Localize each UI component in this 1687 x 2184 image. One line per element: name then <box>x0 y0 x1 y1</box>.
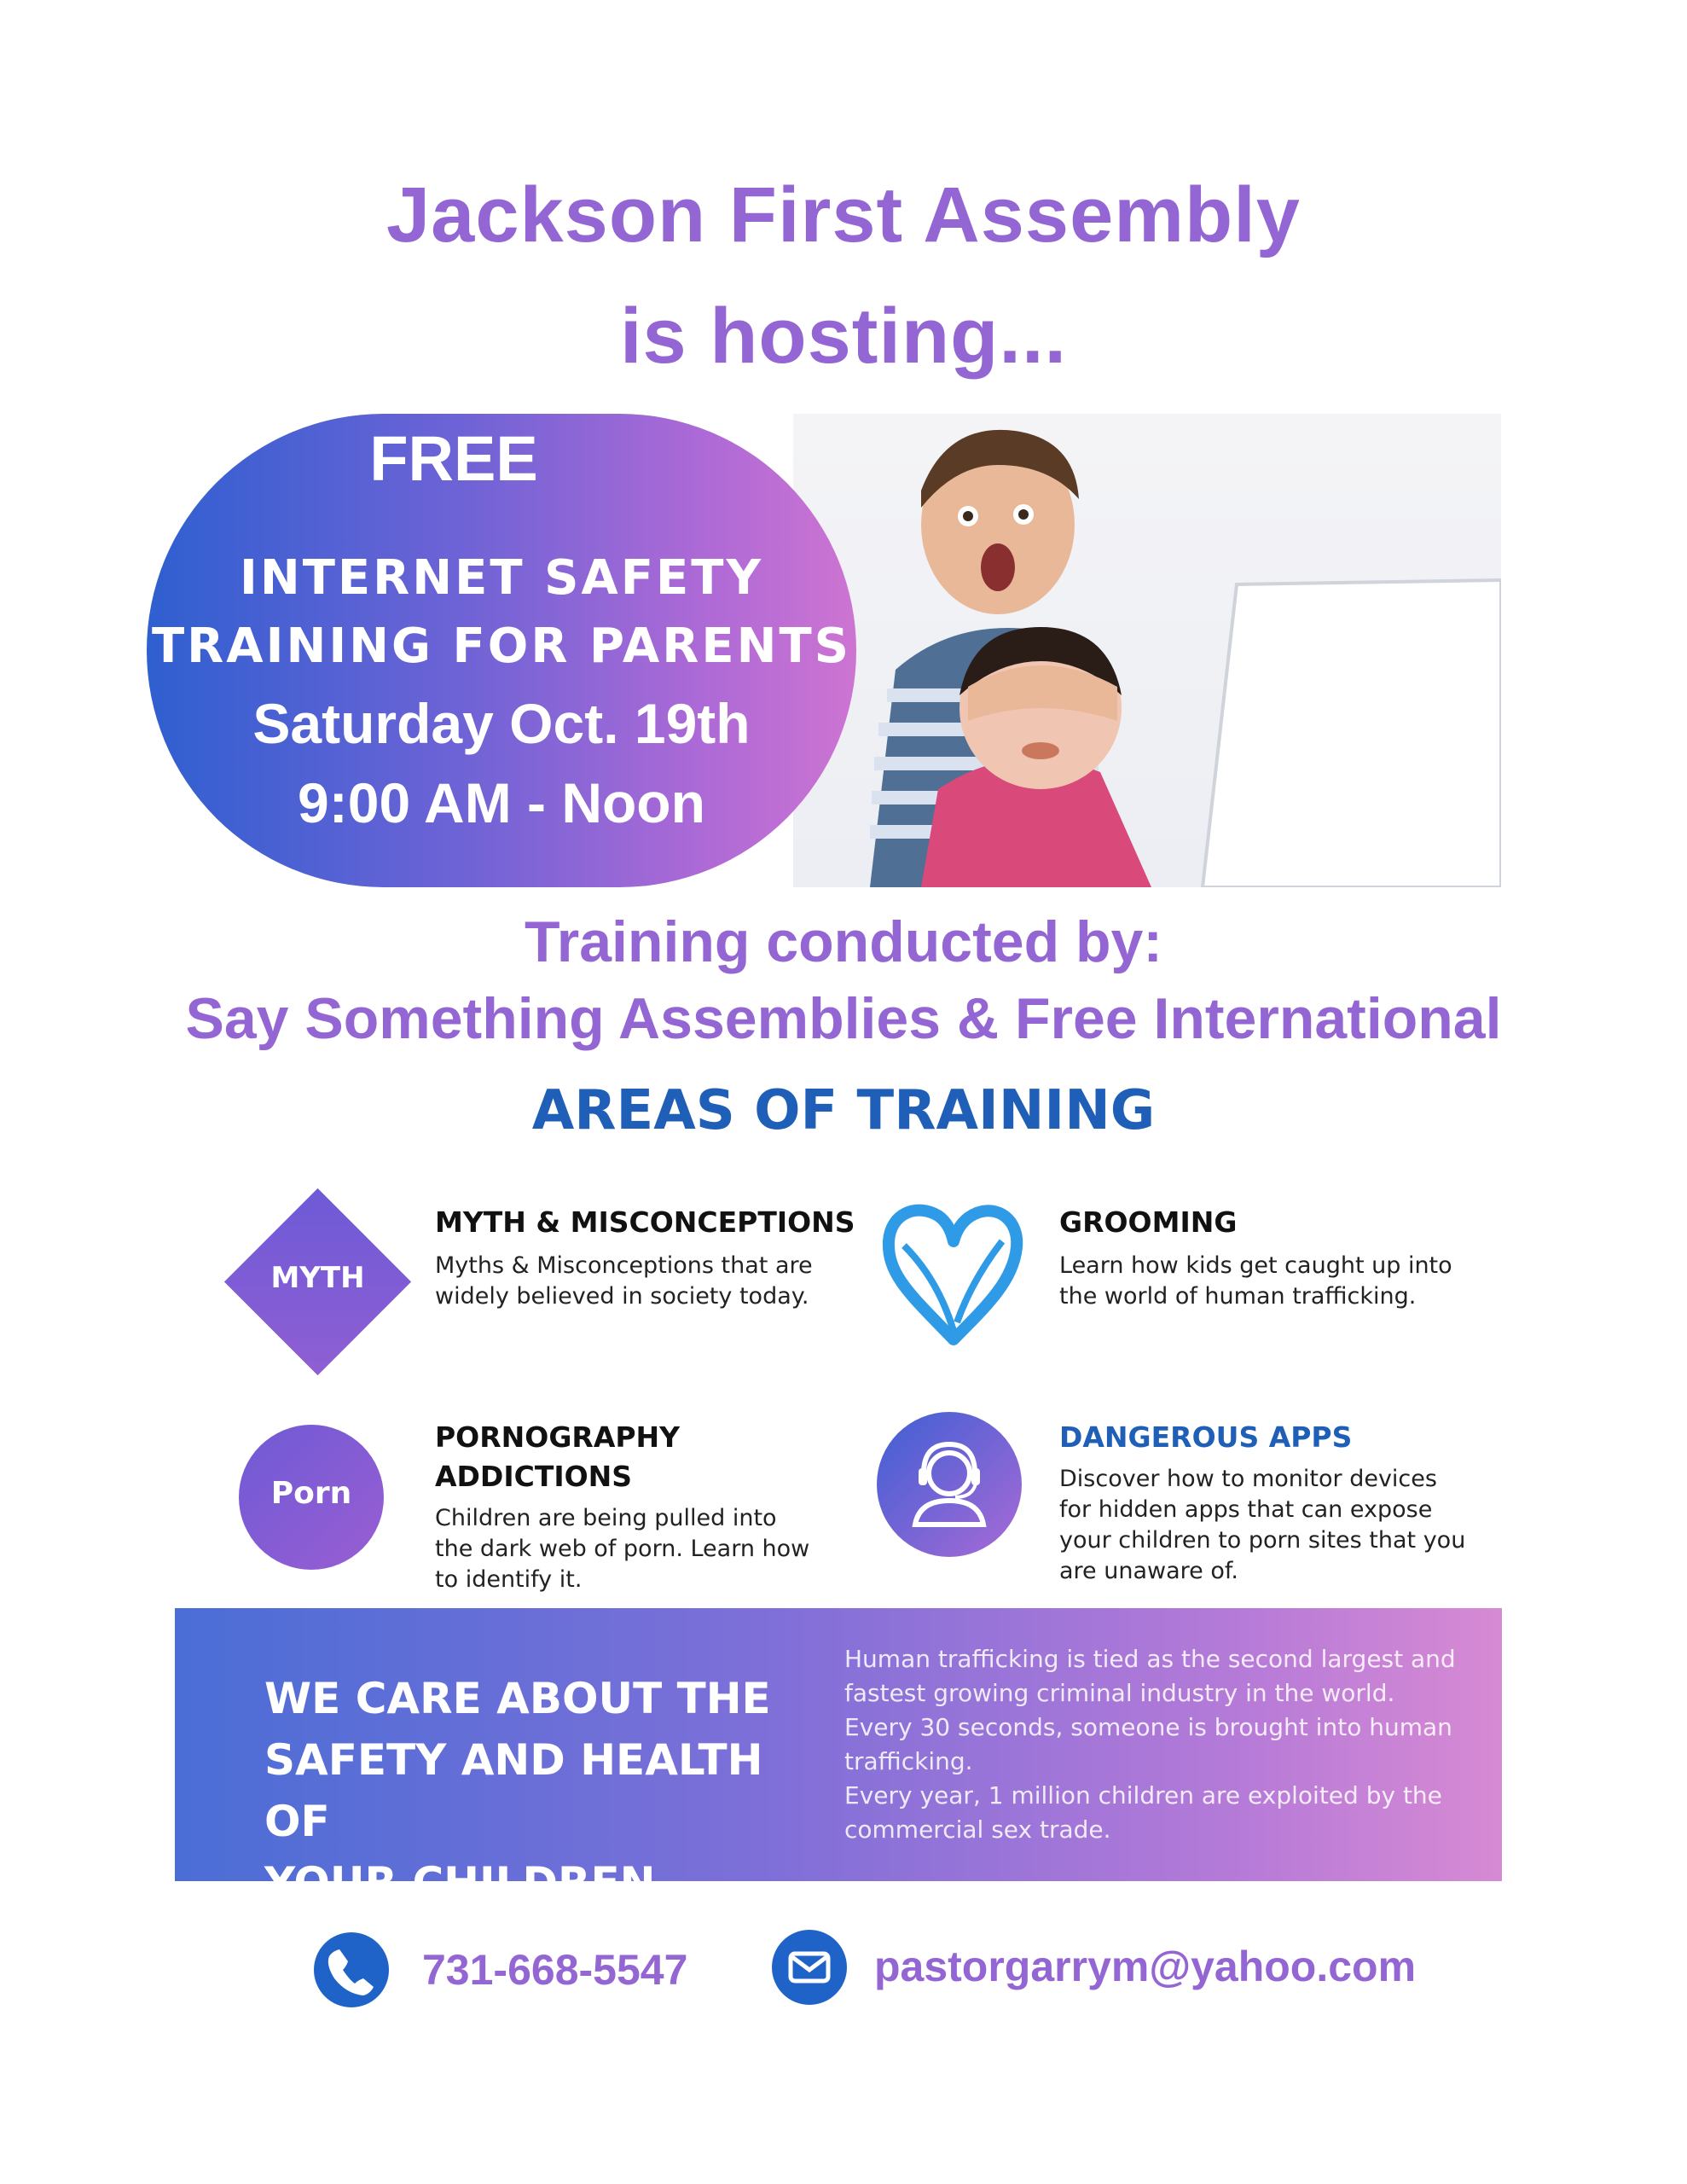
fact-text: Human trafficking is tied as the second largest and fastest growing criminal industry in the world. <box>844 1645 1456 1707</box>
desc-line: widely believed in society today. <box>435 1283 809 1310</box>
children-at-laptop-photo <box>793 414 1501 887</box>
conducted-by-organizations: Say Something Assemblies & Free International <box>185 986 1502 1051</box>
event-title-line-2: TRAINING FOR PARENTS <box>151 619 852 674</box>
care-heading <box>264 1668 793 1914</box>
free-label: FREE <box>369 423 538 494</box>
training-area-title: MYTH & MISCONCEPTIONS <box>435 1205 855 1239</box>
training-area-title-line-2: ADDICTIONS <box>435 1460 633 1493</box>
desc-line: your children to porn sites that you <box>1059 1527 1466 1554</box>
event-banner <box>147 414 856 887</box>
training-area-desc <box>435 1503 878 1595</box>
care-heading-line: WE CARE ABOUT THE <box>264 1674 771 1723</box>
desc-line: the world of human trafficking. <box>1059 1283 1417 1310</box>
envelope-icon[interactable] <box>772 1930 847 2005</box>
desc-line: Myths & Misconceptions that are <box>435 1252 813 1279</box>
training-area-pornography <box>435 1418 878 1595</box>
desc-line: the dark web of porn. Learn how <box>435 1536 810 1562</box>
training-area-title: GROOMING <box>1059 1205 1238 1239</box>
training-area-desc <box>1059 1251 1503 1312</box>
care-heading-line: YOUR CHILDREN <box>264 1858 656 1908</box>
heart-icon <box>878 1194 1028 1352</box>
envelope-glyph <box>772 1930 847 2005</box>
training-area-title: DANGEROUS APPS <box>1059 1420 1353 1454</box>
desc-line: are unaware of. <box>1059 1558 1238 1584</box>
training-area-grooming <box>1059 1203 1503 1312</box>
training-area-myth <box>435 1203 878 1312</box>
phone-number[interactable]: 731-668-5547 <box>422 1946 688 1994</box>
page-title-line-2: is hosting... <box>619 293 1068 380</box>
care-banner <box>175 1608 1502 1908</box>
event-time: 9:00 AM - Noon <box>298 771 705 834</box>
fact-text: Every year, 1 million children are exploited by the commercial sex trade. <box>844 1781 1442 1844</box>
trafficking-facts <box>844 1642 1467 1847</box>
phone-icon[interactable] <box>314 1932 389 2007</box>
desc-line: Discover how to monitor devices <box>1059 1466 1437 1492</box>
phone-glyph <box>314 1932 389 2007</box>
training-area-desc <box>1059 1464 1503 1587</box>
desc-line: for hidden apps that can expose <box>1059 1496 1433 1523</box>
myth-badge-label: MYTH <box>270 1261 365 1295</box>
apps-icon-circle <box>877 1412 1022 1557</box>
desc-line: Learn how kids get caught up into <box>1059 1252 1452 1279</box>
desc-line: to identify it. <box>435 1566 583 1593</box>
event-date: Saturday Oct. 19th <box>252 692 751 755</box>
event-title-line-1: INTERNET SAFETY <box>239 550 764 606</box>
training-area-desc <box>435 1251 878 1312</box>
care-heading-line: SAFETY AND HEALTH OF <box>264 1735 763 1846</box>
training-area-title-line-1: PORNOGRAPHY <box>435 1420 681 1454</box>
porn-badge-label: Porn <box>270 1476 352 1511</box>
conducted-by-label: Training conducted by: <box>524 909 1163 974</box>
email-address[interactable]: pastorgarrym@yahoo.com <box>874 1943 1417 1990</box>
desc-line: Children are being pulled into <box>435 1505 777 1531</box>
children-illustration <box>793 414 1501 887</box>
areas-of-training-heading: AREAS OF TRAINING <box>531 1079 1156 1142</box>
training-area-dangerous-apps <box>1059 1418 1503 1587</box>
page-title-line-1: Jackson First Assembly <box>386 171 1301 258</box>
headset-person-icon <box>877 1412 1022 1557</box>
fact-text: Every 30 seconds, someone is brought into human trafficking. <box>844 1713 1452 1775</box>
